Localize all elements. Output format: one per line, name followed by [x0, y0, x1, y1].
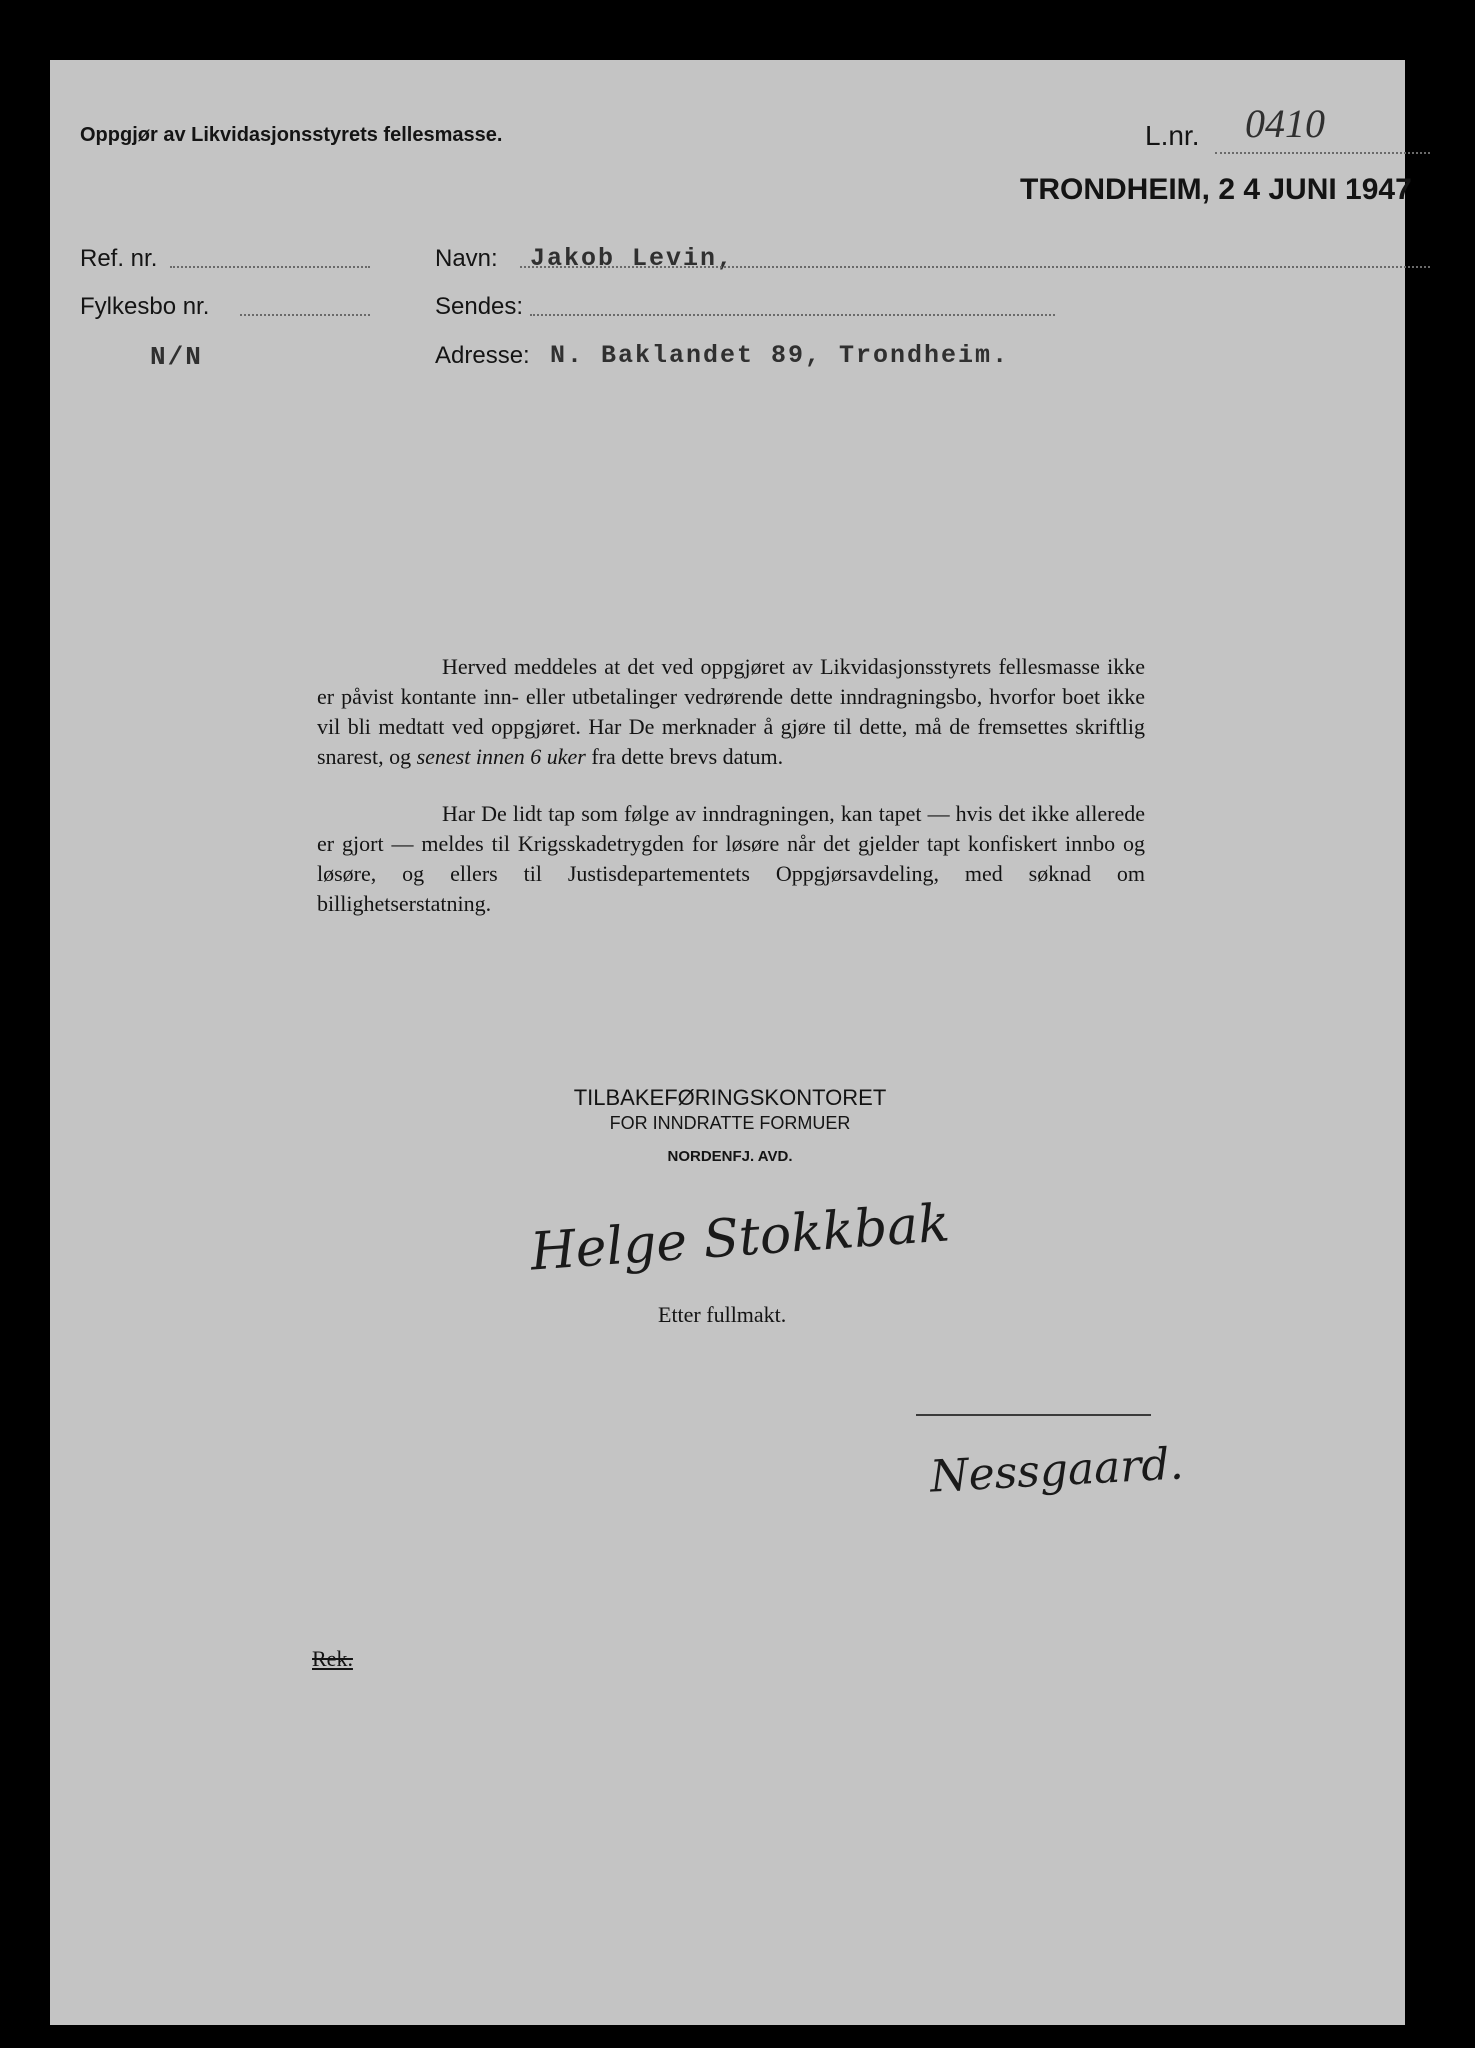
document-page: [50, 60, 1412, 2025]
paragraph-1-end: fra dette brevs datum.: [591, 744, 784, 769]
second-signature: Nessgaard.: [928, 1438, 1185, 1503]
navn-value: Jakob Levin,: [530, 244, 735, 273]
navn-label: Navn:: [435, 245, 498, 272]
letter-body: [317, 652, 1145, 946]
office-division: NORDENFJ. AVD.: [667, 1148, 793, 1165]
lnr-label: L.nr.: [1145, 120, 1200, 151]
paragraph-1-text: Herved meddeles at det ved oppgjøret av Likvidasjonsstyrets fellesmasse ikke er påvist kontante inn- eller utbetalinger vedrørende dette inndragningsbo, hvorfor boet ikke vil bli medtatt ved oppgjøret. Har De merknader å gjøre til dette, må de fremsettes skriftlig snarest, og: [317, 654, 1145, 769]
document-title: Oppgjør av Likvidasjonsstyrets fellesmasse.: [80, 124, 503, 146]
adresse-value: N. Baklandet 89, Trondheim.: [550, 341, 1010, 370]
signature-note: Etter fullmakt.: [658, 1302, 787, 1327]
handwritten-signature: Helge Stokkbak: [528, 1193, 952, 1283]
lnr-value: 0410: [1245, 101, 1325, 146]
fylkesbo-value: N/N: [150, 342, 203, 372]
signature-line: [916, 1414, 1151, 1416]
sendes-dotted-line: [530, 314, 1055, 316]
fylkesbo-label: Fylkesbo nr.: [80, 293, 210, 320]
ref-dotted-line: [170, 266, 370, 268]
ref-label: Ref. nr.: [80, 245, 158, 272]
city-date: TRONDHEIM, 2 4 JUNI 1947: [1020, 173, 1412, 206]
office-name: TILBAKEFØRINGSKONTORET: [573, 1085, 887, 1110]
rek-mark: Rek.: [312, 1646, 353, 1671]
paragraph-2: Har De lidt tap som følge av inndragningen, kan tapet — hvis det ikke allerede er gjort — meldes til Krigsskadetrygden for løsøre når det gjelder tapt konfiskert innbo og løsøre, og ellers til Justisdepartementets Oppgjørsavdeling, med søknad om billighetserstatning.: [317, 801, 1145, 916]
paragraph-1: [317, 652, 1145, 772]
office-subtitle: FOR INNDRATTE FORMUER: [609, 1113, 851, 1133]
fylkesbo-dotted-line: [240, 314, 370, 316]
sendes-label: Sendes:: [435, 293, 524, 320]
lnr-dotted-line: [1215, 152, 1430, 154]
adresse-label: Adresse:: [435, 342, 530, 369]
deadline-emphasis: senest innen 6 uker: [416, 744, 586, 769]
navn-dotted-line: [520, 266, 1430, 268]
